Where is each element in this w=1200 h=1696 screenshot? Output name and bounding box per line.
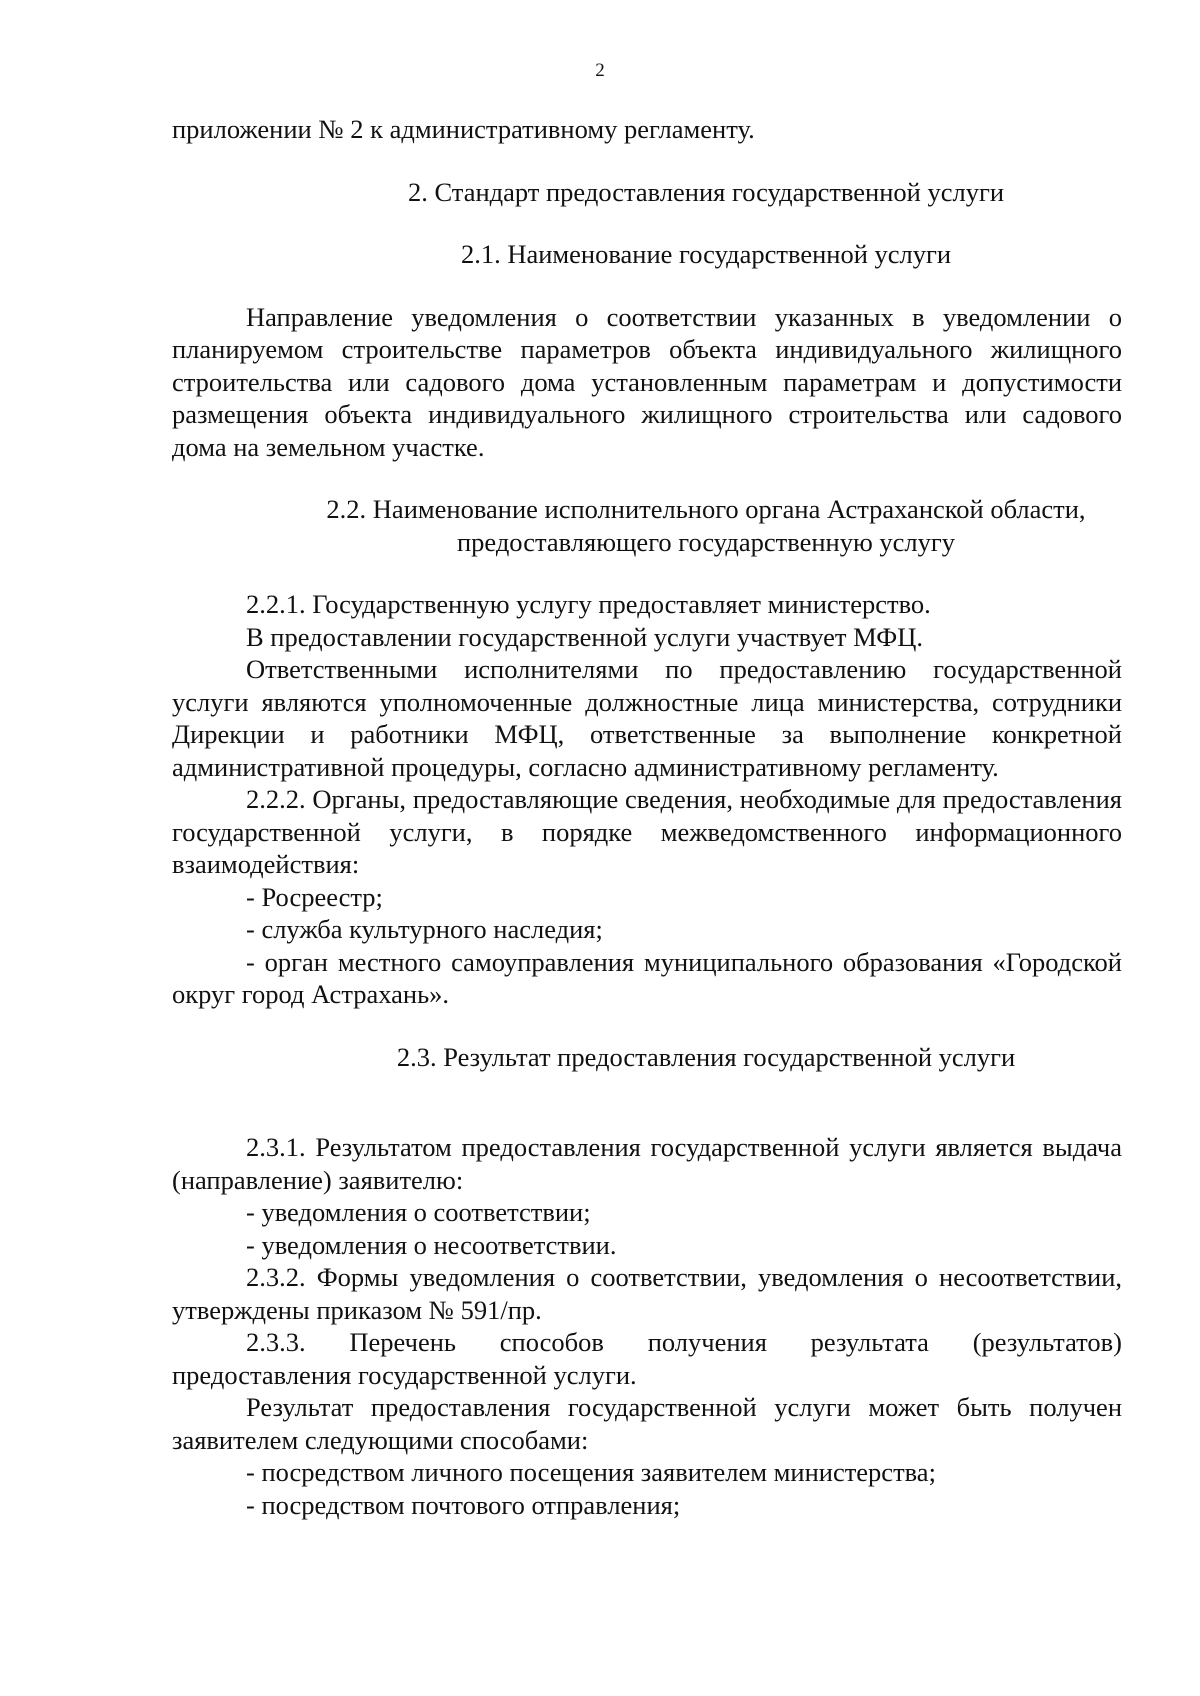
paragraph-2-2-2: 2.2.2. Органы, предоставляющие сведения, необходимые для предоставления государственной услуги, в порядке межведомственного информационного взаимодействия:	[172, 784, 1122, 879]
paragraph-2-3-2: 2.3.2. Формы уведомления о соответствии, уведомления о несоответствии, утверждены приказом № 591/пр.	[172, 1262, 1122, 1325]
section-heading-2-1: 2.1. Наименование государственной услуги	[460, 239, 952, 269]
section-heading-2-3: 2.3. Результат предоставления государственной услуги	[396, 1041, 1016, 1072]
list-item: - уведомления о соответствии;	[246, 1197, 591, 1227]
page-number: 2	[595, 60, 605, 81]
list-item: - посредством личного посещения заявителем министерства;	[246, 1457, 936, 1487]
list-item: - Росреестр;	[246, 881, 383, 912]
paragraph-2-3-1: 2.3.1. Результатом предоставления государственной услуги является выдача (направление) заявителю:	[172, 1132, 1122, 1195]
section-heading-2: 2. Стандарт предоставления государственной услуги	[407, 176, 1005, 207]
paragraph-continuation: приложении № 2 к административному регламенту.	[172, 114, 755, 144]
list-item: - уведомления о несоответствии.	[246, 1229, 617, 1260]
paragraph-2-2-1-b: В предоставлении государственной услуги участвует МФЦ.	[246, 621, 924, 652]
paragraph-2-2-1-c: Ответственными исполнителями по предоставлению государственной услуги являются уполномоченные должностные лица министерства, сотрудники Дирекции и работники МФЦ, ответственные за выполнение конкретной административной процедуры, согласно административному регламенту.	[172, 654, 1122, 782]
paragraph-2-2-1: 2.2.1. Государственную услугу предоставляет министерство.	[246, 589, 931, 619]
list-item: - служба культурного наследия;	[246, 914, 603, 944]
paragraph-2-3-3: 2.3.3. Перечень способов получения результата (результатов) предоставления государственной услуги.	[172, 1327, 1122, 1390]
section-heading-2-2-line2: предоставляющего государственную услугу	[456, 526, 955, 557]
section-heading-2-2-line1: 2.2. Наименование исполнительного органа Астраханской области,	[326, 494, 1086, 524]
list-item: - орган местного самоуправления муниципального образования «Городской округ город Астрахань».	[172, 946, 1122, 1009]
paragraph-2-1: Направление уведомления о соответствии указанных в уведомлении о планируемом строительстве параметров объекта индивидуального жилищного строительства или садового дома установленным параметрам и допустимости размещения объекта индивидуального жилищного строительства или садового дома на земельном участке.	[172, 301, 1122, 462]
paragraph-2-3-3-b: Результат предоставления государственной услуги может быть получен заявителем следующими способами:	[172, 1392, 1122, 1455]
document-body	[172, 113, 1122, 1521]
list-item: - посредством почтового отправления;	[246, 1489, 681, 1520]
